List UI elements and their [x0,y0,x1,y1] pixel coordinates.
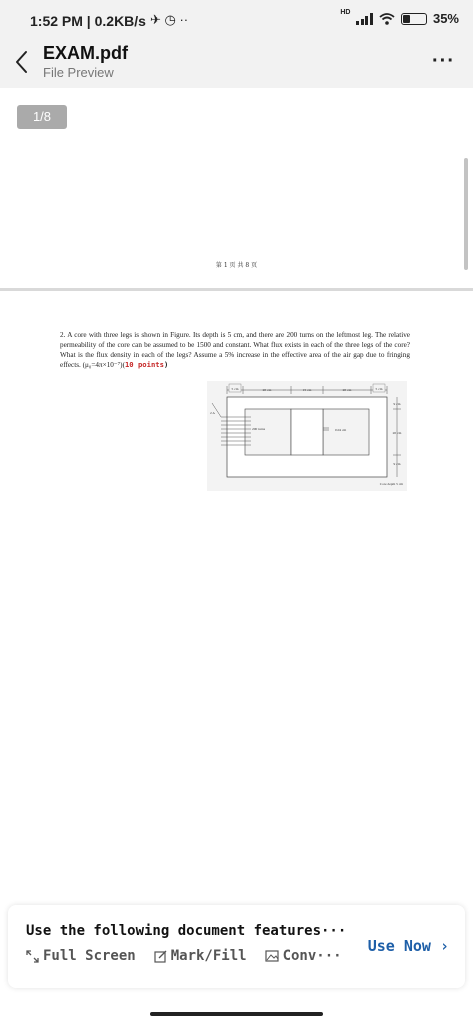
promo-title: Use the following document features··· [26,923,347,939]
pdf-viewer[interactable] [0,88,473,1008]
file-title: EXAM.pdf [43,43,128,63]
convert-button[interactable] [265,948,342,964]
dim-top-5: 5 cm [375,387,383,391]
page-footer: 第 1 页 共 8 页 [215,262,258,269]
core-figure [207,381,407,491]
battery-icon [401,13,427,25]
network-badge: HD [340,9,351,16]
image-icon [265,950,279,962]
full-screen-button[interactable] [26,948,136,964]
dim-right-3: 9 cm [393,462,401,466]
core-diagram [207,381,407,491]
status-time: 1:52 PM | 0.2KB/s [30,13,146,29]
page-indicator: 1/8 [17,105,67,129]
page-divider [0,288,473,291]
mark-fill-label: Mark/Fill [170,948,247,964]
question-text [60,330,410,370]
wifi-icon [379,13,395,25]
system-nav-bar [0,1008,473,1024]
app-header [0,40,473,88]
dim-top-3: 15 cm [302,388,312,392]
status-bar [0,0,473,40]
promo-feature-list [26,948,342,964]
edit-icon [154,950,167,963]
feature-promo-card [8,905,465,988]
home-indicator[interactable] [150,1012,323,1016]
battery-percent: 35% [432,11,459,26]
dim-top-2: 20 cm [262,388,272,392]
dim-right-2: 20 cm [392,431,402,435]
question-body: 2. A core with three legs is shown in Figure. Its depth is 5 cm, and there are 200 turns on the leftmost leg. The relative permeability of the core can be assumed to be 1500 and constant. What flux exists in each of the three legs of the core? What is the flux density in each of the legs? Assume a 5% increase in the effective area of the air gap due to fringing effects. (μ₀=4π×10⁻⁷) [60,331,410,369]
core-depth-label: Core depth 5 cm [379,482,403,486]
dim-top-1: 5 cm [231,387,239,391]
points-close: ) [163,360,169,369]
points-open: ( [122,361,125,369]
dim-top-4: 20 cm [342,388,352,392]
full-screen-label: Full Screen [43,948,136,964]
status-right-group [340,11,459,26]
file-subtitle: File Preview [43,65,114,80]
scrollbar-thumb[interactable] [464,158,468,270]
dim-right-1: 9 cm [393,402,401,406]
points-value: 10 points [124,360,164,369]
mark-fill-button[interactable] [154,948,247,964]
notification-icons: ✈ ◷ ·· [150,12,189,27]
battery-fill [403,15,410,23]
gap-label: 0.04 cm [335,428,347,432]
current-label: 2 A [210,411,215,415]
turns-label: 200 turns [252,427,266,431]
convert-label: Conv··· [282,948,342,964]
expand-icon [26,950,39,963]
back-arrow-icon[interactable] [12,48,32,76]
use-now-button[interactable]: Use Now › [367,937,449,955]
signal-icon [356,13,373,25]
more-options-icon[interactable]: ··· [432,50,455,72]
